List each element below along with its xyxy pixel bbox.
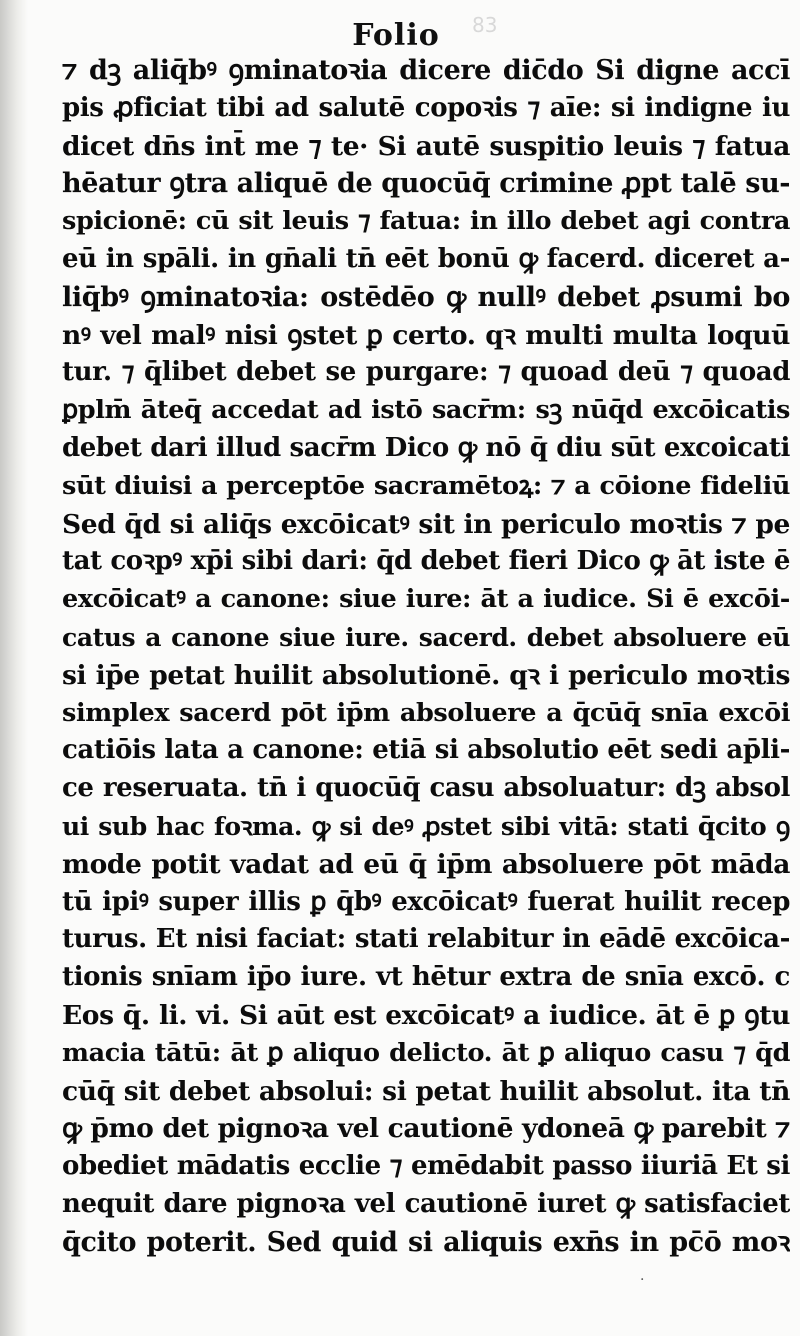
text-line: dicet dn̄s int̄ me ⁊ te· Si autē suspitio leuis ⁊ fatua xyxy=(62,130,790,162)
text-line: ⁊ dꝫ aliq̄bꝰ ꝯminatoꝛia dicere dic̄do Si digne accī xyxy=(62,55,790,86)
text-line: hēatur ꝯtra aliquē de quocūq̄ crimine ꝓpt talē su- xyxy=(62,168,790,200)
text-line: debet dari illud sacr̄m Dico ꝙ nō q̄ diu sūt excoicati xyxy=(62,432,790,463)
text-line: catus a canone siue iure. sacerd. debet absoluere eū xyxy=(62,622,790,652)
text-line: ꝙ p̄mo det pignoꝛa vel cautionē ydoneā ꝙ parebit ⁊ xyxy=(62,1113,790,1145)
text-line: pis ꝓficiat tibi ad salutē copoꝛis ⁊ aīe: si indigne iu xyxy=(62,92,790,123)
text-line: obediet mādatis ecclie ⁊ emēdabit passo iiuriā Et si xyxy=(62,1151,790,1182)
text-line: nꝰ vel malꝰ nisi ꝯstet ꝑ certo. qꝛ multi multa loquū xyxy=(62,319,790,351)
page-gutter-shadow xyxy=(0,0,28,1336)
text-line: tur. ⁊ q̄libet debet se purgare: ⁊ quoad deū ⁊ quoad xyxy=(62,357,790,388)
text-line: simplex sacerd pōt ip̄m absoluere a q̄cūq̄ snīa excōi xyxy=(62,697,790,728)
text-line: mode potit vadat ad eū q̄ ip̄m absoluere pōt māda xyxy=(62,848,790,880)
body-text-block xyxy=(62,52,790,1262)
faint-library-mark: 83 xyxy=(472,13,498,37)
text-line: cūq̄ sit debet absolui: si petat huilit absolut. ita tn̄ xyxy=(62,1075,790,1107)
text-line: Sed q̄d si aliq̄s excōicatꝰ sit in periculo moꝛtis ⁊ pe xyxy=(62,508,790,540)
text-line: si ip̄e petat huilit absolutionē. qꝛ i periculo moꝛtis xyxy=(62,659,790,691)
text-line: excōicatꝰ a canone: siue iure: āt a iudice. Si ē excōi- xyxy=(62,584,790,615)
text-line: eū in spāli. in gn̄ali tn̄ eēt bonū ꝙ facerd. diceret a- xyxy=(62,243,790,274)
text-line: turus. Et nisi faciat: stati relabitur in eādē excōica- xyxy=(62,924,790,955)
folio-header: Folio xyxy=(352,18,440,53)
text-line: tionis snīam ip̄o iure. vt hētur extra de snīa excō. c xyxy=(62,962,790,993)
text-line: nequit dare pignoꝛa vel cautionē iuret ꝙ satisfaciet xyxy=(62,1188,790,1219)
text-line: spicionē: cū sit leuis ⁊ fatua: in illo debet agi contra xyxy=(62,206,790,237)
text-line: tat coꝛpꝰ xp̄i sibi dari: q̄d debet fieri Dico ꝙ āt iste ē xyxy=(62,546,790,577)
text-line: sūt diuisi a perceptōe sacramētoꝝ: ⁊ a cōione fideliū xyxy=(62,470,790,501)
text-line: macia tātū: āt ꝑ aliquo delicto. āt ꝑ aliquo casu ⁊ q̄d xyxy=(62,1037,790,1068)
stray-ink-mark: · xyxy=(640,1272,645,1288)
text-line: q̄cito poterit. Sed quid si aliquis exn̄s in pc̄ō moꝛ xyxy=(62,1226,790,1258)
text-line: Eos q̄. li. vi. Si aūt est excōicatꝰ a iudice. āt ē ꝑ ꝯtu xyxy=(62,999,790,1031)
text-line: catiōis lata a canone: etiā si absolutio eēt sedi ap̄li- xyxy=(62,735,790,766)
text-line: ui sub hac foꝛma. ꝙ si deꝰ ꝓstet sibi vitā: stati q̄cito ꝯ xyxy=(62,811,790,841)
text-line: liq̄bꝰ ꝯminatoꝛia: ostēdēo ꝙ nullꝰ debet ꝓsumi bo xyxy=(62,281,790,313)
text-line: tū ipiꝰ super illis ꝑ q̄bꝰ excōicatꝰ fuerat huilit recep xyxy=(62,886,790,917)
text-line: ce reseruata. tn̄ i quocūq̄ casu absoluatur: dꝫ absol xyxy=(62,773,790,804)
text-line: ꝑplm̄ āteq̄ accedat ad istō sacr̄m: sꝫ nūq̄d excōicatis xyxy=(62,395,790,426)
